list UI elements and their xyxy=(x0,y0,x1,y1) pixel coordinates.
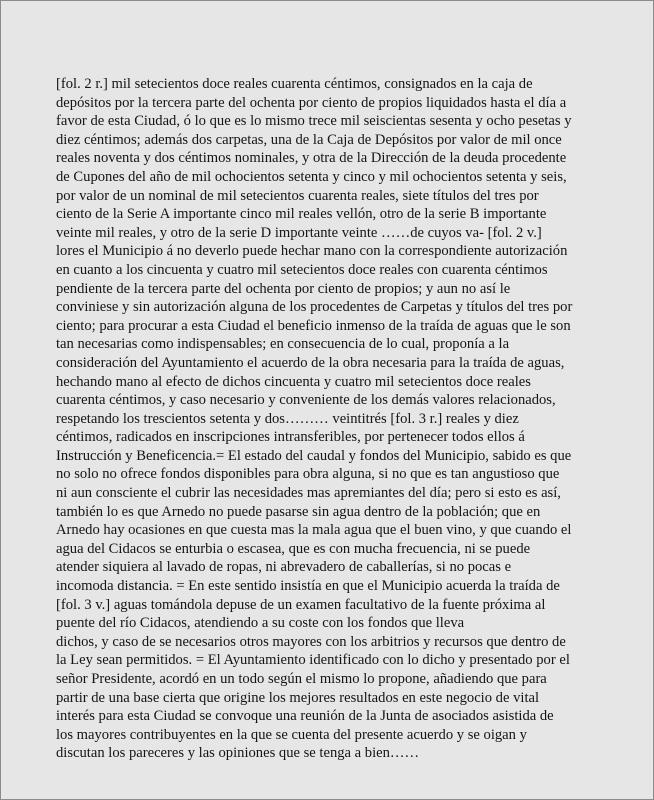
text-line: de Cupones del año de mil ochocientos setenta y cinco y mil ochocientos setenta y seis, xyxy=(56,168,567,185)
text-line: en cuanto a los cincuenta y cuatro mil setecientos doce reales con cuarenta céntimos xyxy=(56,261,548,278)
text-line: hechando mano al efecto de dichos cincuenta y cuatro mil setecientos doce reales xyxy=(56,373,531,390)
text-line: interés para esta Ciudad se convoque una reunión de la Junta de asociados asistida de xyxy=(56,708,554,725)
text-line: agua del Cidacos se enturbia o escasea, que es con mucha frecuencia, ni se puede xyxy=(56,540,531,557)
text-line: señor Presidente, acordó en un todo según el mismo lo propone, añadiendo que para xyxy=(56,671,547,687)
text-line: puente del río Cidacos, atendiendo a su coste con los fondos que lleva xyxy=(56,615,465,632)
text-line: tan necesarias como indispensables; en consecuencia de lo cual, proponía a la xyxy=(56,336,510,353)
text-line: veinte mil reales, y otro de la serie D importante veinte ……de cuyos va- [fol. 2 v.] xyxy=(56,224,542,241)
text-line: los mayores contribuyentes en la que se cuenta del presente acuerdo y se oigan y xyxy=(56,726,527,743)
text-line: [fol. 3 v.] aguas tomándola depuse de un examen facultativo de la fuente próxima al xyxy=(56,596,546,613)
text-line: discutan los pareceres y las opiniones que se tenga a bien…… xyxy=(56,745,420,762)
text-line: conviniese y sin autorización alguna de los procedentes de Carpetas y títulos del tres por xyxy=(56,299,573,316)
text-line: pendiente de la tercera parte del ochenta por ciento de propios; y aun no así le xyxy=(56,280,511,297)
text-line: Arnedo hay ocasiones en que cuesta mas la mala agua que el buen vino, y que cuando el xyxy=(56,522,572,539)
text-line: respetando los trescientos setenta y dos……… veintitrés [fol. 3 r.] reales y diez xyxy=(56,410,519,427)
text-line: diez céntimos; además dos carpetas, una de la Caja de Depósitos por valor de mil once xyxy=(56,131,562,148)
text-line: consideración del Ayuntamiento el acuerdo de la obra necesaria para la traída de aguas, xyxy=(56,354,565,371)
text-line: depósitos por la tercera parte del ochenta por ciento de propios liquidados hasta el día a xyxy=(56,94,567,111)
text-line: partir de una base cierta que origine los mejores resultados en este negocio de vital xyxy=(56,689,540,706)
text-line: lores el Municipio á no deverlo puede hechar mano con la correspondiente autorización xyxy=(56,243,568,260)
text-line: la Ley sean permitidos. = El Ayuntamiento identificado con lo dicho y presentado por el xyxy=(56,652,570,669)
text-line: también lo es que Arnedo no puede pasarse sin agua dentro de la población; que en xyxy=(56,503,541,520)
document-text xyxy=(56,75,616,763)
text-line: reales noventa y dos céntimos nominales, y otra de la Dirección de la deuda procedente xyxy=(56,150,567,167)
text-line: céntimos, radicados en inscripciones intransferibles, por pertenecer todos ellos á xyxy=(56,429,525,446)
text-line: dichos, y caso de se necesarios otros mayores con los arbitrios y recursos que dentro de xyxy=(56,633,566,650)
text-line: incomoda distancia. = En este sentido insistía en que el Municipio acuerda la traída de xyxy=(56,578,560,595)
text-line: favor de esta Ciudad, ó lo que es lo mismo trece mil seiscientas sesenta y ocho pesetas y xyxy=(56,113,572,130)
text-line: ciento de la Serie A importante cinco mil reales vellón, otro de la serie B importante xyxy=(56,206,547,223)
text-line: atender siquiera al lavado de ropas, ni abrevadero de caballerías, si no pocas e xyxy=(56,559,512,576)
text-line: Instrucción y Beneficencia.= El estado del caudal y fondos del Municipio, sabido es que xyxy=(56,447,572,464)
text-line: cuarenta céntimos, y caso necesario y conveniente de los demás valores relacionados, xyxy=(56,392,556,409)
text-line: [fol. 2 r.] mil setecientos doce reales cuarenta céntimos, consignados en la caja de xyxy=(56,76,533,92)
text-line: ciento; para procurar a esta Ciudad el beneficio inmenso de la traída de aguas que le son xyxy=(56,317,571,334)
text-line: no solo no ofrece fondos disponibles para obra alguna, si no que es tan angustioso que xyxy=(56,466,560,483)
text-line: ni aun consciente el cubrir las necesidades mas apremiantes del día; pero si esto es así, xyxy=(56,485,561,502)
text-line: por valor de un nominal de mil setecientos cuarenta reales, siete títulos del tres por xyxy=(56,187,539,204)
